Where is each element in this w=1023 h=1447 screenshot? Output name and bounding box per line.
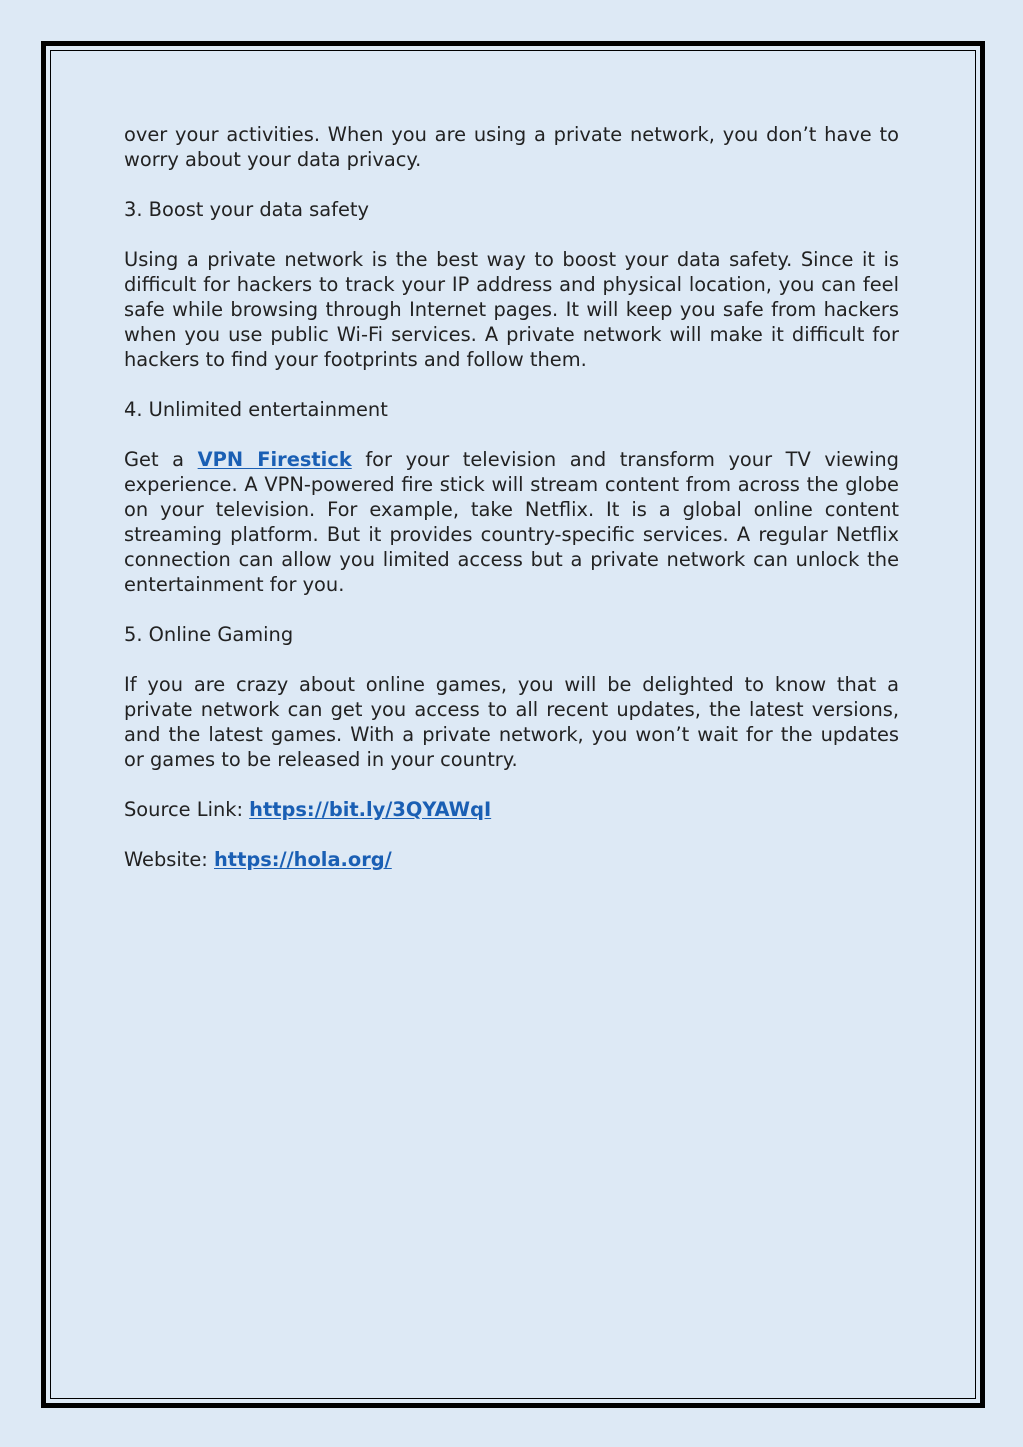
website-line <box>124 847 899 872</box>
paragraph-entertainment-rest: for your television and transform your TV viewing experience. A VPN-powered fire stick will stream content from across the globe on your television. For example, take Netflix. It is a global online content streaming platform. But it provides country-specific services. A regular Netflix connection can allow you limited access but a private network can unlock the entertainment for you. <box>124 448 899 596</box>
heading-unlimited-entertainment: 4. Unlimited entertainment <box>124 398 388 421</box>
paragraph-intro-end: over your activities. When you are using a private network, you don’t have to worry about your data privacy. <box>124 123 899 171</box>
source-label: Source Link: <box>124 798 250 821</box>
vpn-firestick-link[interactable]: VPN Firestick <box>197 448 352 471</box>
document-body <box>124 122 899 897</box>
paragraph-data-safety: Using a private network is the best way to boost your data safety. Since it is difficult for hackers to track your IP address and physical location, you can feel safe while browsing through Internet pages. It will keep you safe from hackers when you use public Wi-Fi services. A private network will make it difficult for hackers to find your footprints and follow them. <box>124 248 899 371</box>
paragraph-entertainment <box>124 447 899 597</box>
source-line <box>124 797 899 822</box>
heading-boost-data-safety: 3. Boost your data safety <box>124 198 369 221</box>
paragraph-entertainment-prefix: Get a <box>124 448 198 471</box>
website-label: Website: <box>124 848 214 871</box>
website-link[interactable]: https://hola.org/ <box>214 848 392 871</box>
source-link[interactable]: https://bit.ly/3QYAWqI <box>249 798 492 821</box>
paragraph-gaming: If you are crazy about online games, you will be delighted to know that a private network can get you access to all recent updates, the latest versions, and the latest games. With a private network, you won’t wait for the updates or games to be released in your country. <box>124 673 899 771</box>
heading-online-gaming: 5. Online Gaming <box>124 623 294 646</box>
